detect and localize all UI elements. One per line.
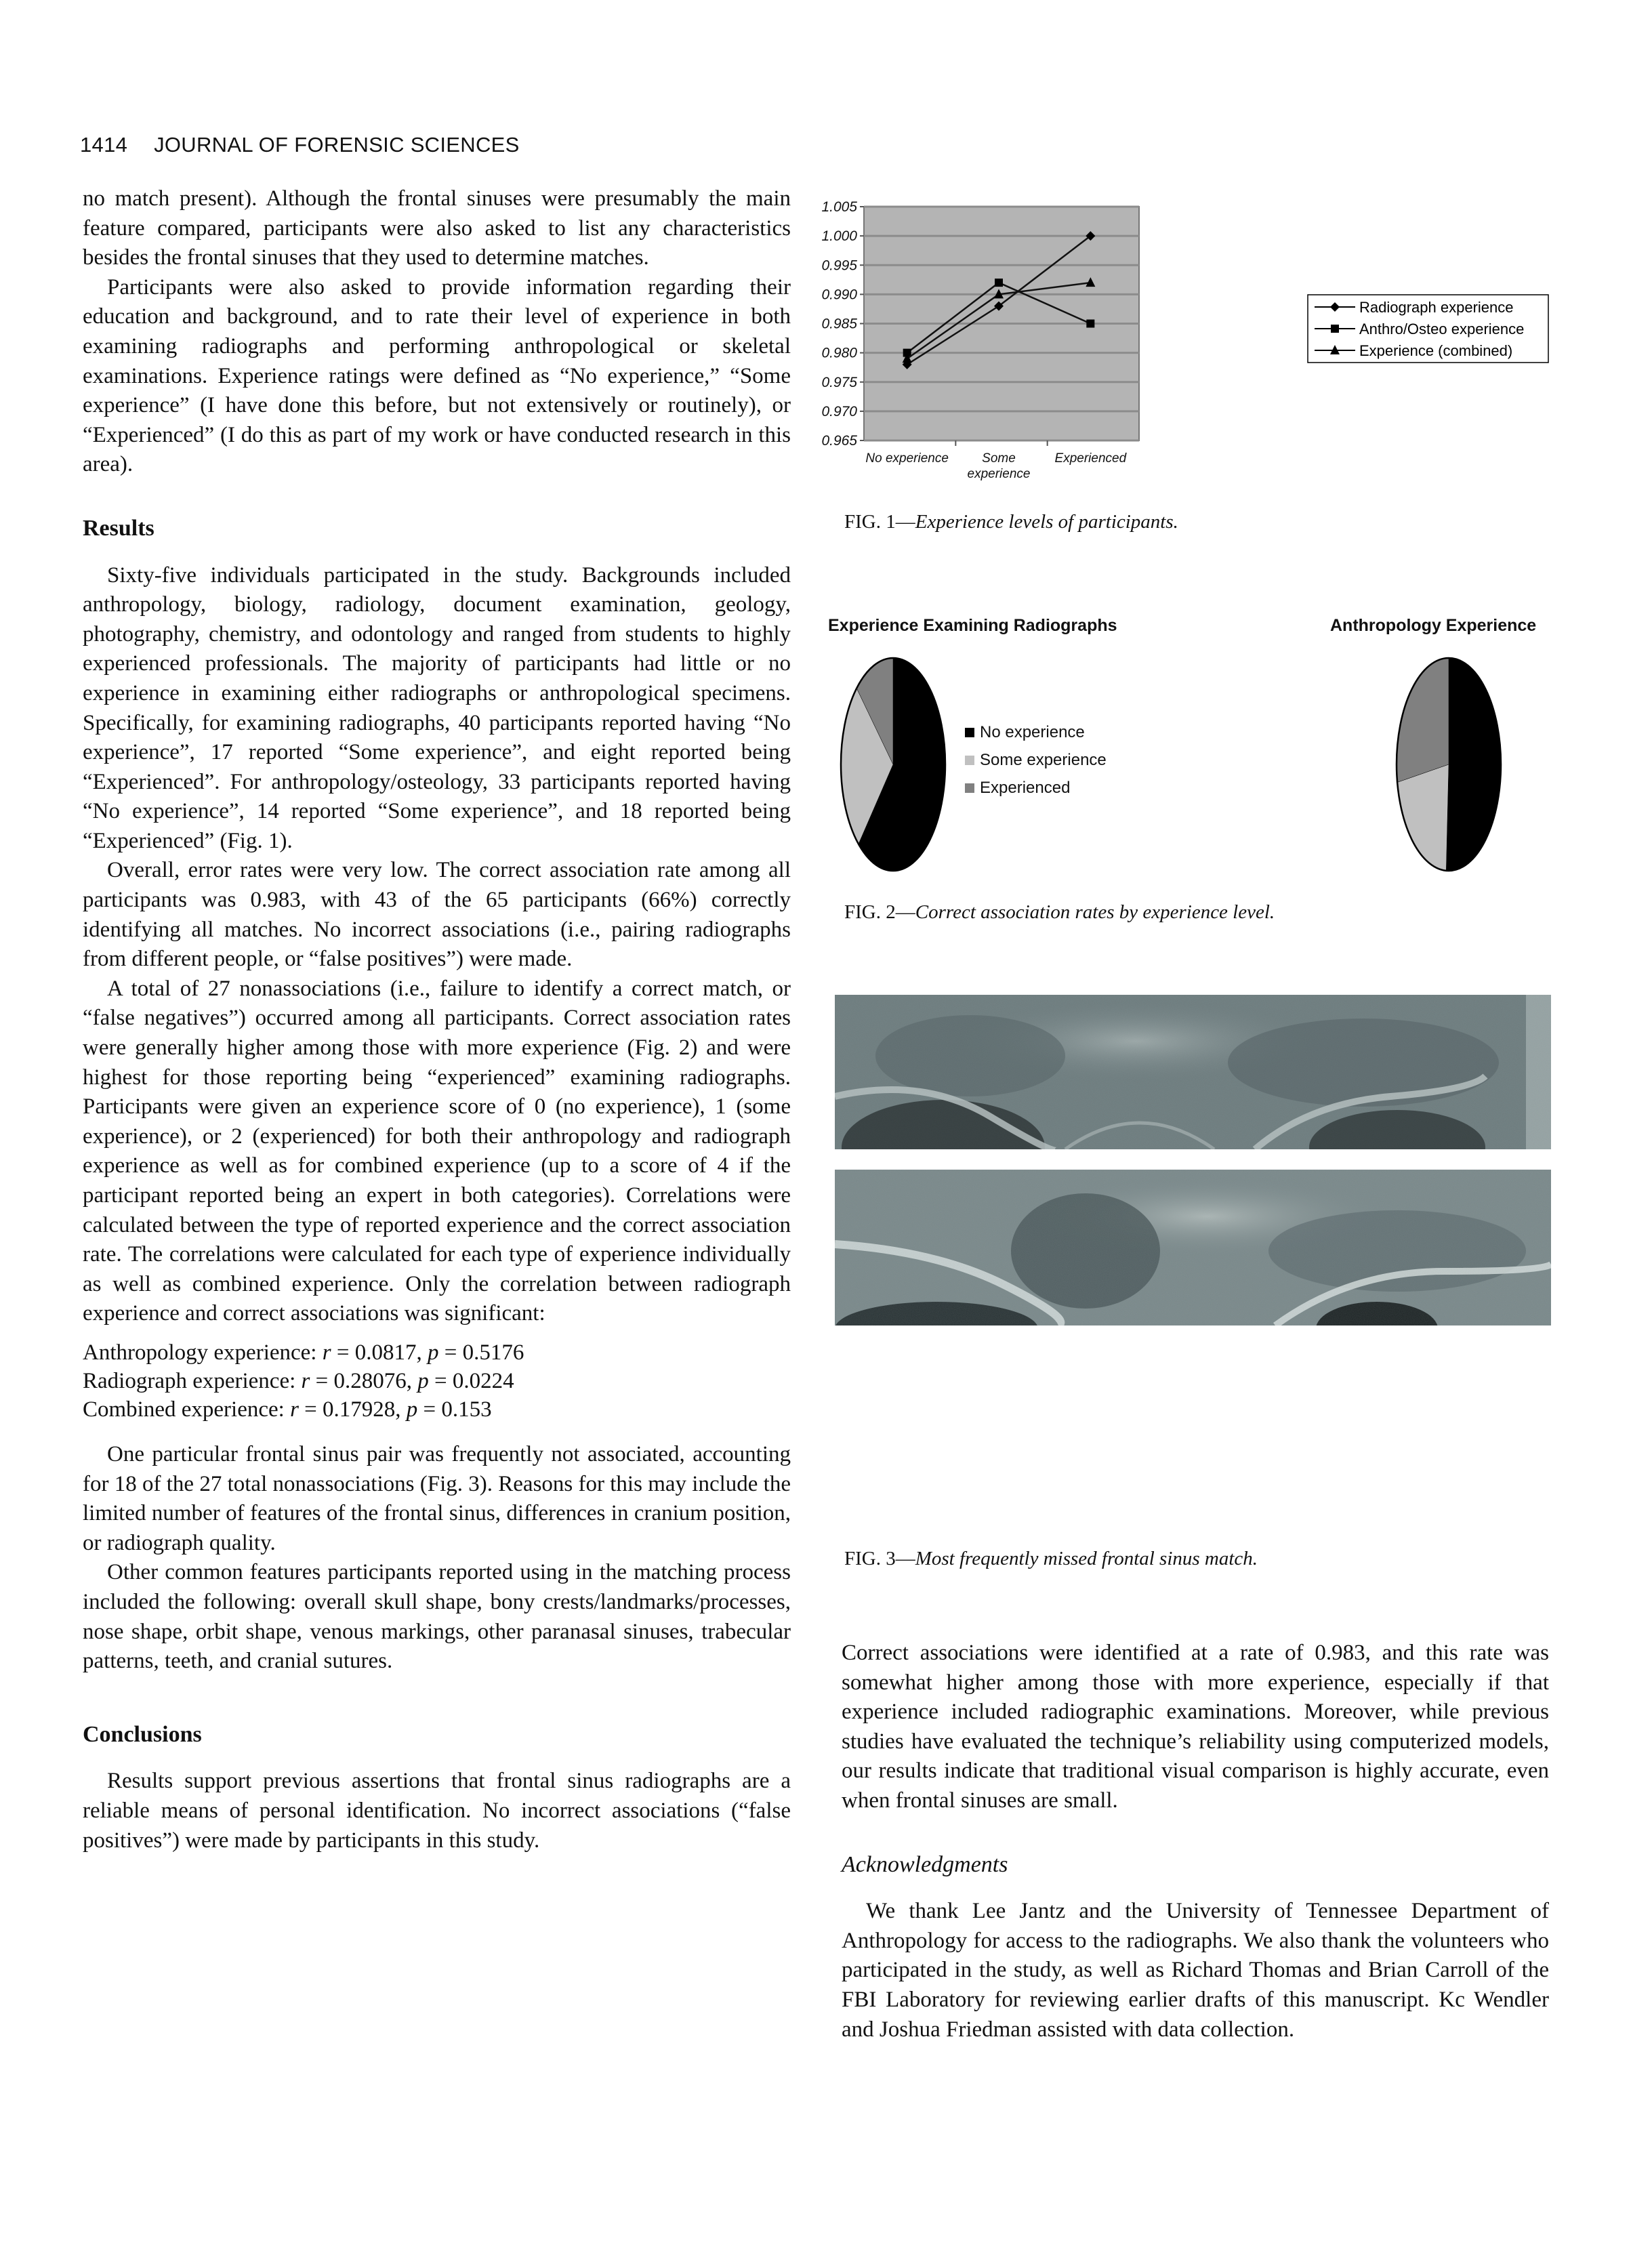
stat-row-combined: Combined experience: r = 0.17928, p = 0.153 <box>83 1397 492 1422</box>
svg-text:experience: experience <box>967 467 1031 481</box>
plot-area <box>821 199 1139 481</box>
results-paragraph-1: Sixty-five individuals participated in the study. Backgrounds included anthropology, biology, radiology, document examination, geology, photography, chemistry, and odontology and ranged from students to highly experienced professionals. The majority of participants had little or no experience in examining either radiographs or anthropological specimens. Specifically, for examining radiographs, 40 participants reported having “No experience”, 17 reported “Some experience”, and eight reported being “Experienced”. For anthropology/osteology, 33 participants reported having “No experience”, 14 reported “Some experience”, and 18 reported being “Experienced” (Fig. 1). <box>83 562 791 853</box>
figure-2-pie-charts <box>813 596 1565 881</box>
running-head <box>80 133 520 157</box>
svg-text:No experience: No experience <box>980 723 1085 741</box>
stat-row-radiograph: Radiograph experience: r = 0.28076, p = 0.0224 <box>83 1368 514 1393</box>
svg-text:Experienced: Experienced <box>980 779 1071 797</box>
journal-title: JOURNAL OF FORENSIC SCIENCES <box>154 133 520 157</box>
svg-text:0.985: 0.985 <box>821 316 857 332</box>
svg-text:0.990: 0.990 <box>821 287 857 303</box>
results-paragraph-4: One particular frontal sinus pair was frequently not associated, accounting for 18 of the 27 total nonassociations (Fig. 3). Reasons for this may include the limited number of features of the frontal sinus, differences in cranium position, or radiograph quality. <box>83 1441 791 1555</box>
pie-title-anthropology: Anthropology Experience <box>1330 616 1537 635</box>
svg-text:0.970: 0.970 <box>821 403 857 419</box>
svg-text:0.995: 0.995 <box>821 258 857 274</box>
results-paragraph-3: A total of 27 nonassociations (i.e., failure to identify a correct match, or “false negatives”) occurred among all participants. Correct association rates were generally higher among those with more experience (Fig. 2) and were highest for those reporting being “experienced” examining radiographs. Participants were given an experience score of 0 (no experience), 1 (some experience), or 2 (experienced) for both their anthropology and radiograph experience as well as for combined experience (up to a score of 4 if the participant reported being an expert in both categories). Correlations were calculated between the type of reported experience and the correct association rate. The correlations were calculated for each type of experience individually as well as combined experience. Only the correlation between radiograph experience and correct associations was significant: <box>83 976 791 1326</box>
right-column <box>842 1639 1549 2044</box>
acknowledgments-paragraph: We thank Lee Jantz and the University of Tennessee Department of Anthropology for access to the radiographs. We also thank the volunteers who participated in the study, as well as Richard Thomas and Brian Carroll of the FBI Laboratory for reviewing earlier drafts of this manuscript. Kc Wendler and Joshua Friedman assisted with data collection. <box>842 1899 1549 2042</box>
svg-text:Experienced: Experienced <box>1054 451 1127 466</box>
x-axis-ticks <box>865 451 1127 481</box>
conclusions-paragraph-1: Results support previous assertions that frontal sinus radiographs are a reliable means of personal identification. No incorrect associations (“false positives”) were made by participants in this study. <box>83 1769 791 1853</box>
conclusions-heading: Conclusions <box>83 1721 202 1747</box>
figure-1-line-chart <box>800 183 1558 495</box>
left-column <box>83 184 791 1855</box>
intro-paragraph-1: no match present). Although the frontal sinuses were presumably the main feature compared, participants were also asked to list any characteristics besides the frontal sinuses that they used to determine matches. <box>83 186 791 270</box>
correlation-stats <box>83 1338 791 1424</box>
y-axis-ticks <box>821 199 857 449</box>
pie-chart-anthropology <box>1397 658 1501 871</box>
svg-text:0.975: 0.975 <box>821 374 857 390</box>
figure-3-caption: FIG. 3—Most frequently missed frontal sinus match. <box>844 1548 1258 1569</box>
svg-text:Some: Some <box>982 451 1016 466</box>
conclusions-paragraph-2: Correct associations were identified at a rate of 0.983, and this rate was somewhat higher among those with more experience, especially if that experience included radiographic examinations. Moreover, while previous studies have evaluated the technique’s reliability using computerized models, our results indicate that traditional visual comparison is highly accurate, even when frontal sinuses are small. <box>842 1641 1549 1813</box>
svg-text:Experience (combined): Experience (combined) <box>1359 342 1513 359</box>
radiograph-image-top <box>835 995 1551 1149</box>
stat-row-anthropology: Anthropology experience: r = 0.0817, p = 0.5176 <box>83 1340 524 1365</box>
pie-legend <box>965 723 1107 797</box>
chart-legend <box>1308 295 1548 363</box>
figure-1-caption: FIG. 1—Experience levels of participants. <box>844 511 1178 533</box>
pie-title-radiographs: Experience Examining Radiographs <box>828 616 1117 635</box>
figure-2-caption: FIG. 2—Correct association rates by experience level. <box>844 901 1275 923</box>
svg-text:1.000: 1.000 <box>821 228 857 245</box>
results-heading: Results <box>83 515 154 541</box>
intro-paragraph-2: Participants were also asked to provide information regarding their education and background, and to rate their level of experience in both examining radiographs and performing anthropological or skeletal examinations. Experience ratings were defined as “No experience,” “Some experience” (I have done this before, but not extensively or routinely), or “Experienced” (I do this as part of my work or have conducted research in this area). <box>83 274 791 477</box>
svg-text:0.980: 0.980 <box>821 345 857 361</box>
page-number: 1414 <box>80 133 128 157</box>
svg-text:Some experience: Some experience <box>980 751 1107 769</box>
acknowledgments-heading: Acknowledgments <box>842 1851 1008 1877</box>
pie-chart-radiographs <box>841 658 945 871</box>
svg-text:Anthro/Osteo experience: Anthro/Osteo experience <box>1359 321 1525 337</box>
svg-text:No experience: No experience <box>865 451 949 466</box>
results-paragraph-5: Other common features participants reported using in the matching process included the following: overall skull shape, bony crests/landmarks/processes, nose shape, orbit shape, venous markings, other paranasal sinuses, trabecular patterns, teeth, and cranial sutures. <box>83 1560 791 1674</box>
svg-text:1.005: 1.005 <box>821 199 857 215</box>
results-paragraph-2: Overall, error rates were very low. The correct association rate among all participants was 0.983, with 43 of the 65 participants (66%) correctly identifying all matches. No incorrect associations (i.e., pairing radiographs from different people, or “false positives”) were made. <box>83 858 791 972</box>
radiograph-image-bottom <box>835 1170 1551 1325</box>
svg-text:Radiograph experience: Radiograph experience <box>1359 299 1514 316</box>
svg-text:0.965: 0.965 <box>821 433 857 449</box>
